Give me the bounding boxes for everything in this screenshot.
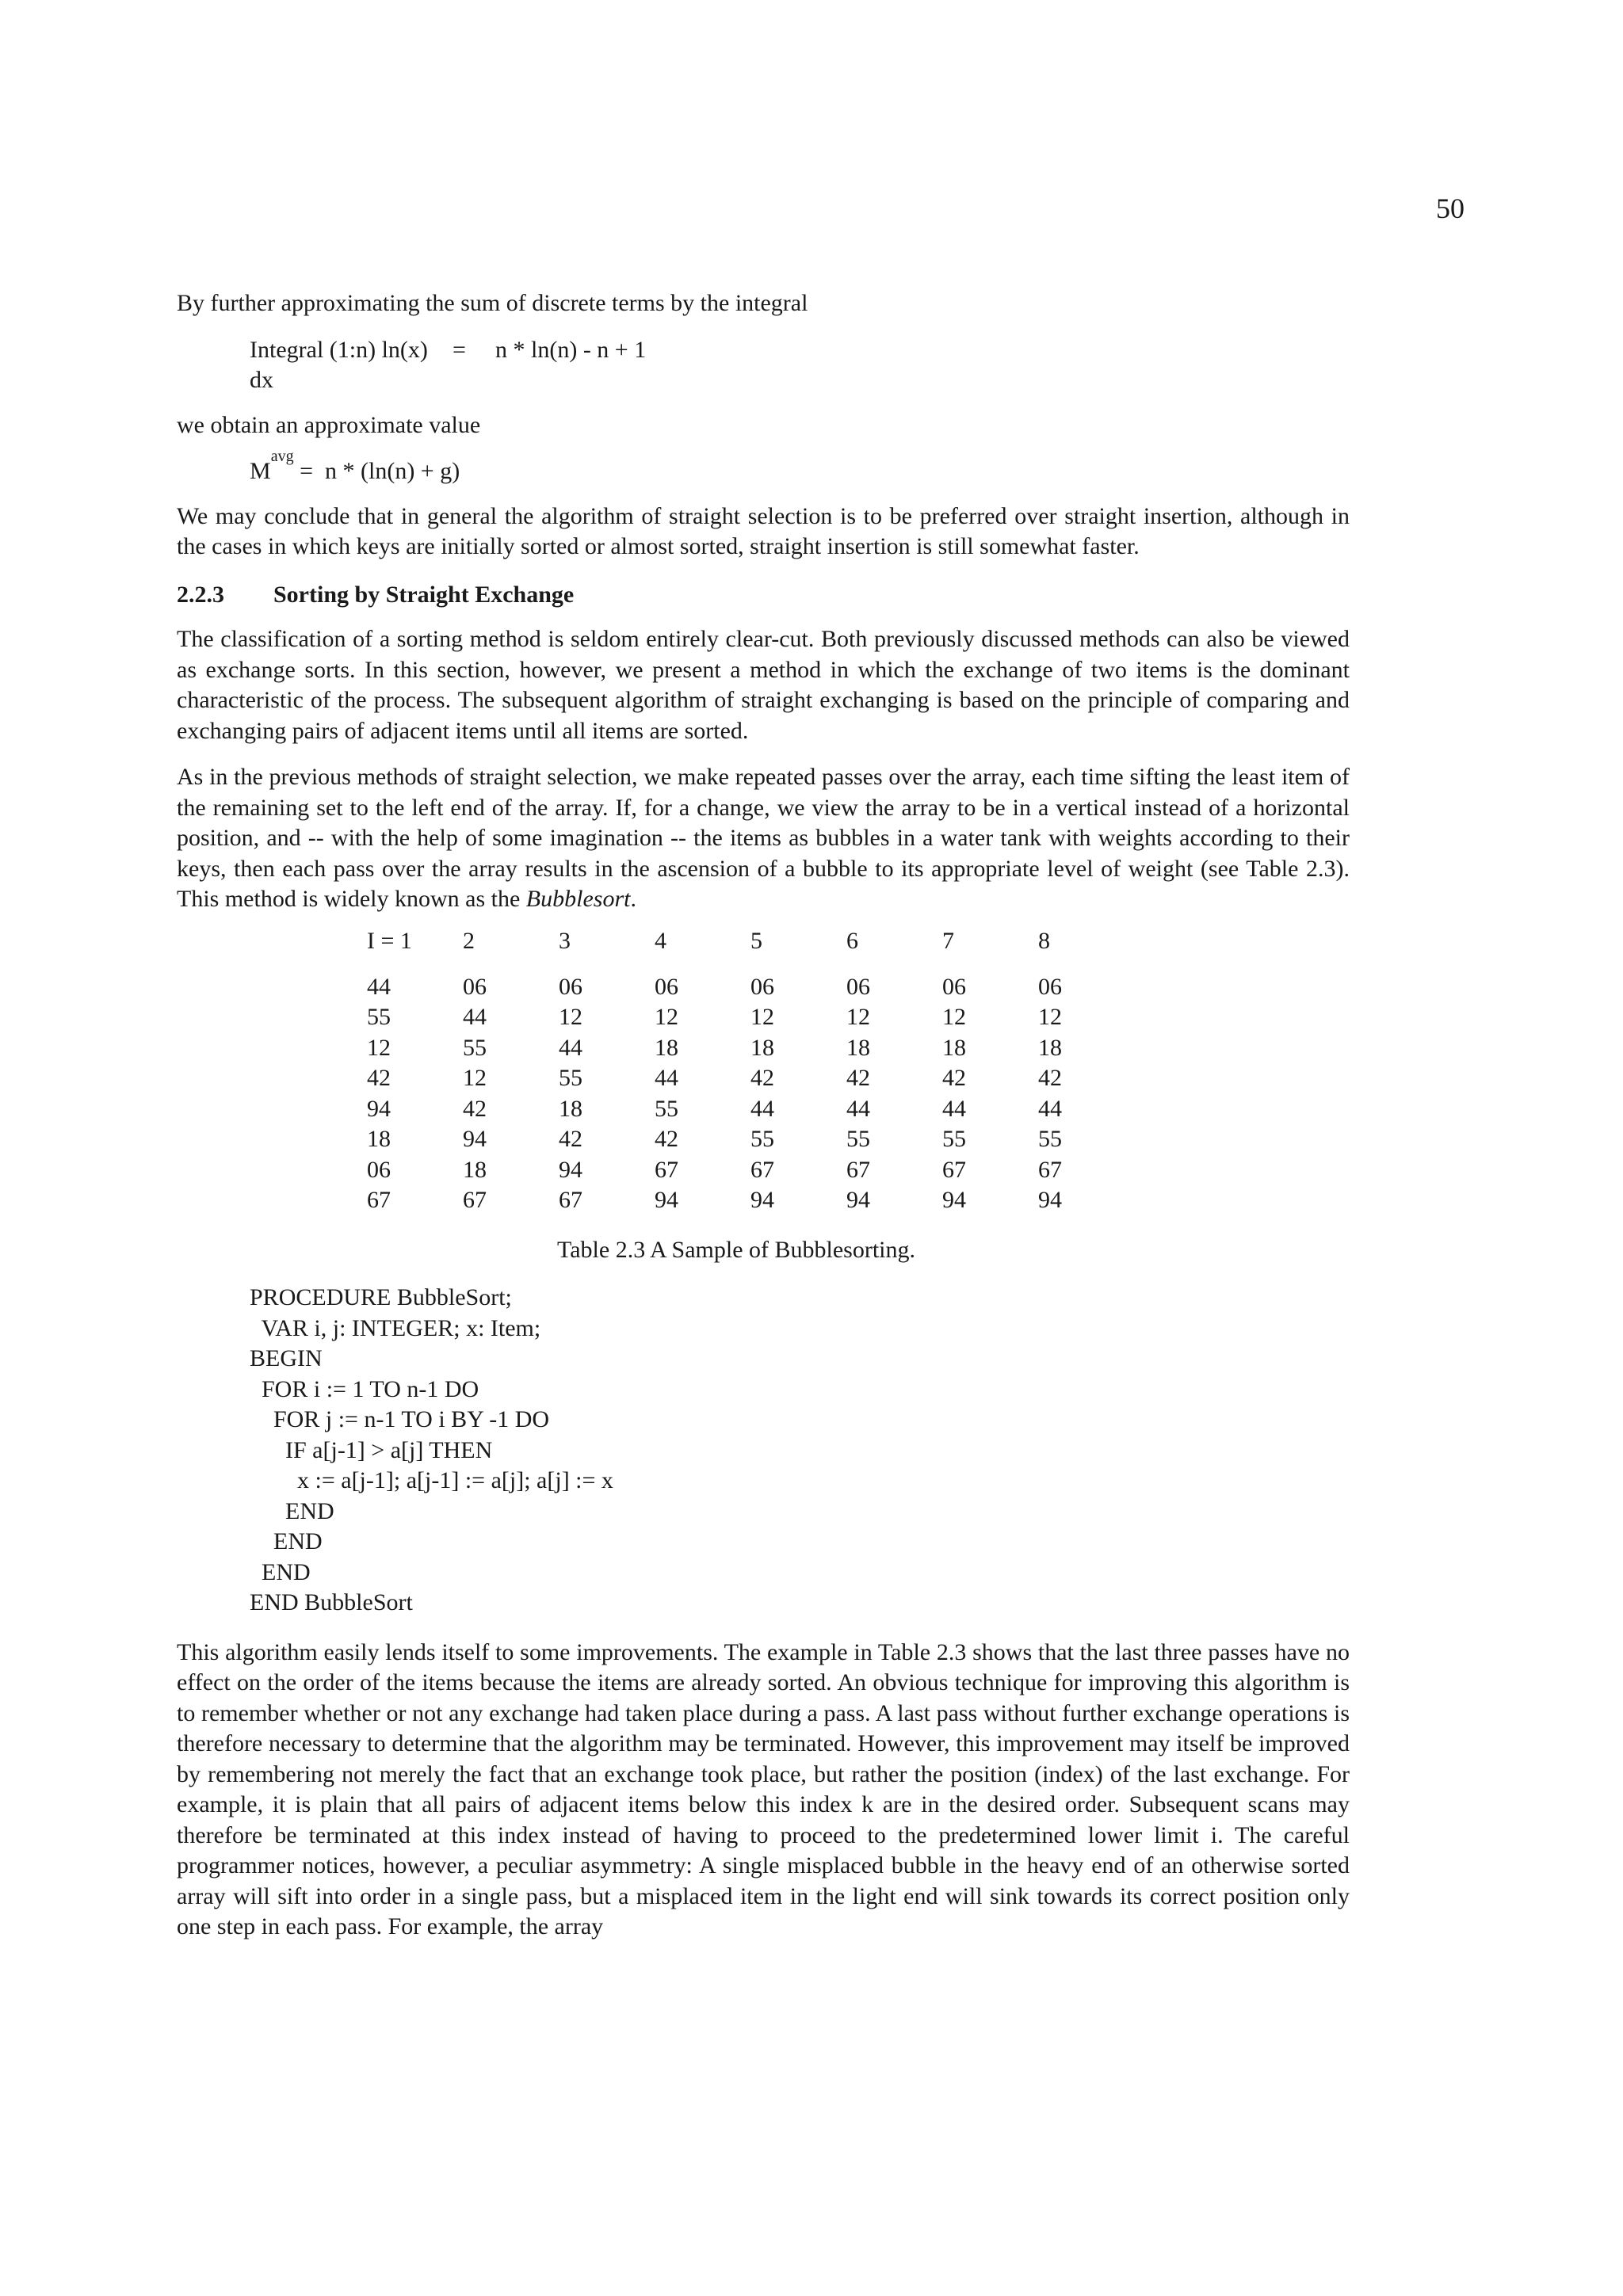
table-cell: 94 <box>559 1156 582 1183</box>
integral-formula-right: n * ln(n) - n + 1 <box>495 336 647 363</box>
table-cell: 18 <box>942 1034 966 1061</box>
table-cell: 55 <box>1038 1126 1062 1152</box>
table-cell: 67 <box>463 1187 487 1213</box>
table-cell: 94 <box>750 1187 774 1213</box>
table-cell: 06 <box>1038 973 1062 1000</box>
section-paragraph-1: The classification of a sorting method is seldom entirely clear-cut. Both previously discussed methods can also be viewed as exchange sorts. In this section, however, we present a method in which the exchange of two items is the dominant characteristic of the process. The subsequent algorithm of straight exchanging is based on the principle of comparing and exchanging pairs of adjacent items until all items are sorted. <box>177 626 1350 744</box>
table-cell: 44 <box>655 1065 678 1091</box>
table-cell: 06 <box>655 973 678 1000</box>
intro-line: By further approximating the sum of discrete terms by the integral <box>177 290 808 316</box>
table-cell: 67 <box>1038 1156 1062 1183</box>
code-line: FOR j := n-1 TO i BY -1 DO <box>250 1406 550 1432</box>
table-cell: 12 <box>655 1004 678 1030</box>
table-cell: 42 <box>463 1095 487 1122</box>
section-paragraph-2 <box>177 762 1350 915</box>
integral-formula <box>177 335 1350 396</box>
table-cell: 42 <box>655 1126 678 1152</box>
section-number: 2.2.3 <box>177 581 224 608</box>
table-header-cell: 2 <box>463 927 475 954</box>
table-cell: 94 <box>846 1187 870 1213</box>
table-header-cell: 7 <box>942 927 954 954</box>
integral-formula-equals: = <box>453 336 466 363</box>
section-paragraph-2-end: . <box>630 886 636 912</box>
table-cell: 18 <box>367 1126 391 1152</box>
table-cell: 55 <box>750 1126 774 1152</box>
code-line: x := a[j-1]; a[j-1] := a[j]; a[j] := x <box>250 1467 613 1493</box>
table-cell: 44 <box>942 1095 966 1122</box>
bubblesort-table-wrap <box>177 926 1350 1216</box>
section-heading <box>177 580 1350 611</box>
table-cell: 55 <box>463 1034 487 1061</box>
section-paragraph-2-text: As in the previous methods of straight selection, we make repeated passes over the array, each time sifting the least item of the remaining set to the left end of the array. If, for a change, we view the array to be in a vertical instead of a horizontal position, and -- with the help of some imagination -- the items as bubbles in a water tank with weights according to their keys, then each pass over the array results in the ascension of a bubble to its appropriate level of weight (see Table 2.3). This method is widely known as the <box>177 764 1350 912</box>
bubblesort-term: Bubblesort <box>525 886 631 912</box>
mavg-expression: = n * (ln(n) + g) <box>293 458 460 484</box>
table-cell: 94 <box>463 1126 487 1152</box>
table-cell: 67 <box>655 1156 678 1183</box>
table-header-cell: I = 1 <box>367 927 412 954</box>
table-cell: 94 <box>1038 1187 1062 1213</box>
table-cell: 06 <box>367 1156 391 1183</box>
table-cell: 18 <box>463 1156 487 1183</box>
table-cell: 42 <box>750 1065 774 1091</box>
table-cell: 44 <box>367 973 391 1000</box>
table-cell: 55 <box>846 1126 870 1152</box>
table-row <box>367 972 1134 1003</box>
table-row <box>367 1155 1134 1186</box>
table-cell: 42 <box>367 1065 391 1091</box>
code-block <box>177 1283 1350 1619</box>
table-row <box>367 1124 1134 1155</box>
table-cell: 67 <box>942 1156 966 1183</box>
table-row <box>367 1185 1134 1216</box>
table-cell: 94 <box>655 1187 678 1213</box>
code-line: END <box>250 1528 323 1554</box>
bubblesort-table <box>367 926 1134 1216</box>
table-cell: 06 <box>463 973 487 1000</box>
table-cell: 12 <box>942 1004 966 1030</box>
table-header-cell: 3 <box>559 927 571 954</box>
table-cell: 44 <box>750 1095 774 1122</box>
section-title: Sorting by Straight Exchange <box>273 581 575 608</box>
page-content <box>177 288 1350 1943</box>
table-cell: 44 <box>559 1034 582 1061</box>
mavg-symbol: M <box>250 458 271 484</box>
table-cell: 55 <box>655 1095 678 1122</box>
table-cell: 12 <box>1038 1004 1062 1030</box>
table-cell: 18 <box>1038 1034 1062 1061</box>
table-cell: 42 <box>1038 1065 1062 1091</box>
code-line: END <box>250 1497 334 1524</box>
table-cell: 18 <box>750 1034 774 1061</box>
table-cell: 94 <box>942 1187 966 1213</box>
mavg-formula <box>177 448 1350 487</box>
code-line: END BubbleSort <box>250 1589 413 1615</box>
table-row <box>367 1063 1134 1094</box>
closing-paragraph: This algorithm easily lends itself to some improvements. The example in Table 2.3 shows that the last three passes have no effect on the order of the items because the items are already sorted. An obvious technique for improving this algorithm is to remember whether or not any exchange had taken place during a pass. A last pass without further exchange operations is therefore necessary to determine that the algorithm may be terminated. However, this improvement may itself be improved by remembering not merely the fact that an exchange took place, but rather the position (index) of the last exchange. For example, it is plain that all pairs of adjacent items below this index k are in the desired order. Subsequent scans may therefore be terminated at this index instead of having to proceed to the predetermined lower limit i. The careful programmer notices, however, a peculiar asymmetry: A single misplaced bubble in the heavy end of an otherwise sorted array will sift into order in a single pass, but a misplaced item in the light end will sink towards its correct position only one step in each pass. For example, the array <box>177 1638 1350 1939</box>
code-line: VAR i, j: INTEGER; x: Item; <box>250 1314 541 1341</box>
table-cell: 12 <box>846 1004 870 1030</box>
conclusion-paragraph: We may conclude that in general the algorithm of straight selection is to be preferred over straight insertion, although in the cases in which keys are initially sorted or almost sorted, straight insertion is still somewhat faster. <box>177 502 1350 559</box>
code-line: PROCEDURE BubbleSort; <box>250 1284 512 1310</box>
table-cell: 06 <box>559 973 582 1000</box>
table-cell: 94 <box>367 1095 391 1122</box>
code-line: BEGIN <box>250 1345 323 1371</box>
table-cell: 67 <box>846 1156 870 1183</box>
table-cell: 18 <box>559 1095 582 1122</box>
table-cell: 12 <box>750 1004 774 1030</box>
table-cell: 18 <box>655 1034 678 1061</box>
code-line: IF a[j-1] > a[j] THEN <box>250 1436 493 1463</box>
table-cell: 12 <box>463 1065 487 1091</box>
table-cell: 44 <box>1038 1095 1062 1122</box>
mavg-subscript: avg <box>270 448 294 465</box>
table-cell: 06 <box>942 973 966 1000</box>
page-number: 50 <box>1436 193 1465 224</box>
table-header-cell: 4 <box>655 927 666 954</box>
table-cell: 06 <box>750 973 774 1000</box>
table-cell: 67 <box>750 1156 774 1183</box>
table-cell: 55 <box>942 1126 966 1152</box>
table-cell: 18 <box>846 1034 870 1061</box>
table-cell: 42 <box>559 1126 582 1152</box>
table-cell: 67 <box>367 1187 391 1213</box>
table-cell: 06 <box>846 973 870 1000</box>
table-cell: 55 <box>559 1065 582 1091</box>
table-cell: 12 <box>559 1004 582 1030</box>
table-row <box>367 1094 1134 1125</box>
table-row <box>367 1002 1134 1033</box>
table-row <box>367 1033 1134 1064</box>
table-cell: 42 <box>846 1065 870 1091</box>
table-header-cell: 5 <box>750 927 762 954</box>
approx-intro-line: we obtain an approximate value <box>177 411 481 438</box>
code-line: FOR i := 1 TO n-1 DO <box>250 1375 479 1402</box>
table-caption: Table 2.3 A Sample of Bubblesorting. <box>557 1236 916 1263</box>
table-cell: 67 <box>559 1187 582 1213</box>
table-header-cell: 8 <box>1038 927 1050 954</box>
table-cell: 55 <box>367 1004 391 1030</box>
table-header-row <box>367 926 1134 972</box>
code-line: END <box>250 1558 311 1585</box>
table-cell: 44 <box>846 1095 870 1122</box>
table-cell: 44 <box>463 1004 487 1030</box>
table-cell: 42 <box>942 1065 966 1091</box>
table-cell: 12 <box>367 1034 391 1061</box>
integral-formula-left: Integral (1:n) ln(x) dx <box>250 336 428 393</box>
table-header-cell: 6 <box>846 927 858 954</box>
